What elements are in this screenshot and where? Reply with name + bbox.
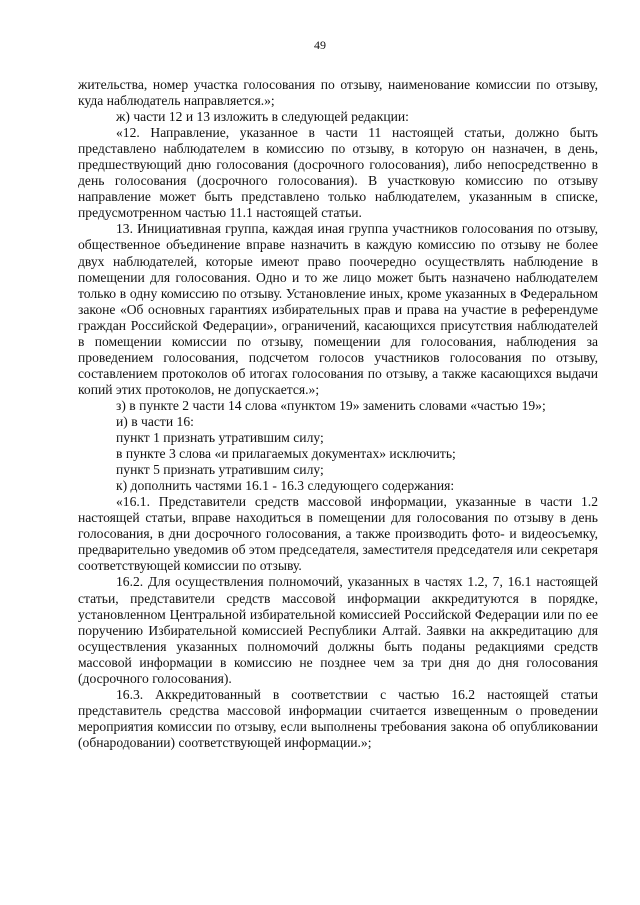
paragraph-part-16-2: 16.2. Для осуществления полномочий, указанных в частях 1.2, 7, 16.1 настоящей статьи, представители средств массовой информации аккредитуются в порядке, установленном Центральной избирательной комиссией Российской Федерации или по ее поручению Избирательной комиссией Республики Алтай. Заявки на аккредитацию для осуществления указанных полномочий должны быть поданы редакциями средств массовой информации в комиссию не позднее чем за три дня до дня голосования (досрочного голосования). [78, 574, 598, 686]
paragraph-point-5: пункт 5 признать утратившим силу; [116, 462, 324, 478]
page-number: 49 [314, 38, 326, 52]
paragraph-part-12: «12. Направление, указанное в части 11 настоящей статьи, должно быть представлено наблюдателем в комиссию по отзыву, в которую он назначен, в день, предшествующий дню голосования (досрочного голосования), либо непосредственно в день голосования (досрочного голосования). В участковую комиссию по отзыву направление может быть представлено только наблюдателем, указанным в списке, предусмотренном частью 11.1 настоящей статьи. [78, 125, 598, 221]
paragraph-point-1: пункт 1 признать утратившим силу; [116, 430, 324, 446]
paragraph-item-zh: ж) части 12 и 13 изложить в следующей редакции: [116, 109, 409, 125]
paragraph-part-16-1: «16.1. Представители средств массовой информации, указанные в части 1.2 настоящей статьи, вправе находиться в помещении для голосования по отзыву в день голосования, в дни досрочного голосования, а также производить фото- и видеосъемку, предварительно уведомив об этом председателя, заместителя председателя или секретаря соответствующей комиссии по отзыву. [78, 494, 598, 574]
paragraph-item-k: к) дополнить частями 16.1 - 16.3 следующего содержания: [116, 478, 455, 494]
paragraph-point-3: в пункте 3 слова «и прилагаемых документах» исключить; [116, 446, 456, 462]
paragraph-part-13: 13. Инициативная группа, каждая иная группа участников голосования по отзыву, общественное объединение вправе назначить в каждую комиссию по отзыву не более двух наблюдателей, которые имеют право поочередно осуществлять наблюдение в помещении для голосования. Одно и то же лицо может быть назначено наблюдателем только в одну комиссию по отзыву. Установление иных, кроме указанных в Федеральном законе «Об основных гарантиях избирательных прав и права на участие в референдуме граждан Российской Федерации», ограничений, касающихся присутствия наблюдателей в помещении комиссии по отзыву, помещении для голосования, наблюдения за проведением голосования, подсчетом голосов участников голосования по отзыву, составлением протоколов об итогах голосования по отзыву, а также касающихся выдачи копий этих протоколов, не допускается.»; [78, 221, 598, 397]
paragraph-part-16-3: 16.3. Аккредитованный в соответствии с частью 16.2 настоящей статьи представитель средства массовой информации считается извещенным о проведении мероприятия комиссии по отзыву, если выполнены требования закона об опубликовании (обнародовании) соответствующей информации.»; [78, 686, 598, 750]
paragraph-item-z: з) в пункте 2 части 14 слова «пунктом 19» заменить словами «частью 19»; [116, 397, 546, 413]
paragraph-item-i: и) в части 16: [116, 413, 194, 429]
paragraph-continuation: жительства, номер участка голосования по отзыву, наименование комиссии по отзыву, куда наблюдатель направляется.»; [78, 77, 598, 109]
document-body [78, 77, 598, 751]
